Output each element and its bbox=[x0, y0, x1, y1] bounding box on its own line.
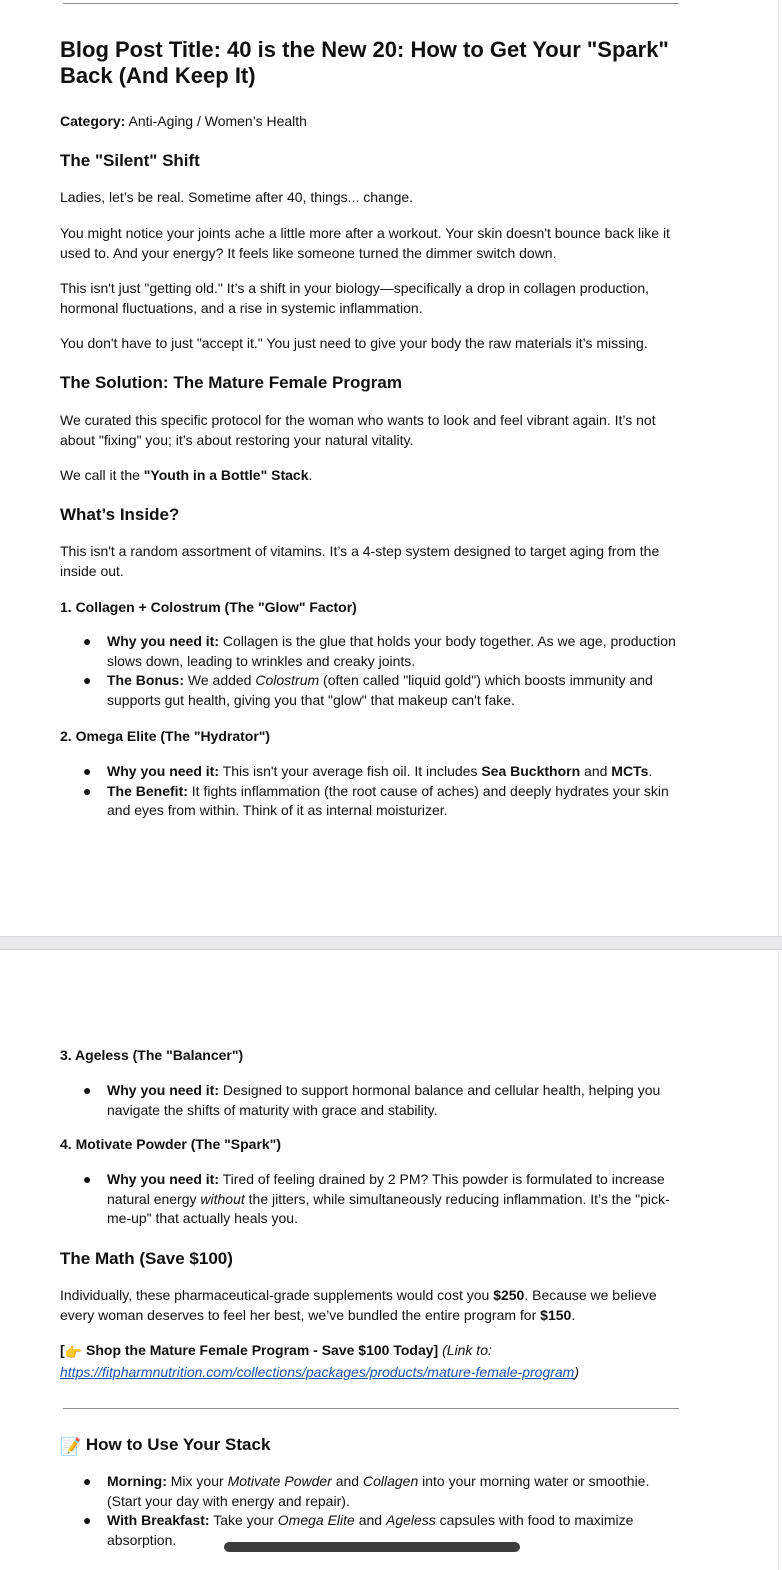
text-run: Designed to support hormonal balance and cellular health, helping you navigate the shifts of maturity with grace and stability. bbox=[107, 1082, 661, 1118]
paragraph: You might notice your joints ache a little more after a workout. Your skin doesn't bounce back like it used to. And your energy? It feels like someone turned the dimmer switch down. bbox=[60, 225, 670, 261]
heading-item-3: 3. Ageless (The "Balancer") bbox=[60, 1047, 244, 1063]
bullet-label: The Bonus: bbox=[107, 672, 184, 688]
text-run: Individually, these pharmaceutical-grade supplements would cost you bbox=[60, 1287, 494, 1303]
bullet-icon: ● bbox=[83, 1171, 92, 1187]
ingredient-name: Sea Buckthorn bbox=[481, 763, 581, 779]
section-rule bbox=[63, 1408, 679, 1409]
list-item bbox=[80, 1170, 685, 1229]
stack-name-line bbox=[60, 466, 688, 486]
bullet-label: Why you need it: bbox=[107, 633, 219, 649]
list-item bbox=[80, 782, 685, 821]
text-run: ) bbox=[574, 1363, 580, 1380]
emphasis: Ageless bbox=[385, 1512, 436, 1528]
text-run: and bbox=[354, 1512, 386, 1528]
page-break bbox=[0, 936, 782, 950]
text-run: We call it the bbox=[60, 467, 144, 483]
text-run: Take your bbox=[209, 1512, 278, 1528]
memo-icon: 📝 bbox=[60, 1437, 82, 1456]
paragraph: Ladies, let’s be real. Sometime after 40, things... change. bbox=[60, 189, 414, 205]
top-rule bbox=[63, 3, 679, 4]
item-1-bullets bbox=[80, 632, 685, 710]
bullet-icon: ● bbox=[83, 672, 92, 688]
text-run: into your morning water or smoothie. (Start your day with energy and repair). bbox=[107, 1473, 650, 1509]
heading-item-4: 4. Motivate Powder (The "Spark") bbox=[60, 1136, 281, 1152]
text-run: and bbox=[331, 1473, 363, 1489]
shop-link[interactable]: https://fitpharmnutrition.com/collections/packages/products/mature-female-program bbox=[60, 1363, 575, 1380]
bullet-icon: ● bbox=[83, 1512, 92, 1528]
heading-math: The Math (Save $100) bbox=[60, 1249, 233, 1268]
list-item bbox=[80, 1081, 685, 1120]
shop-label: Shop the Mature Female Program - Save $100 Today] bbox=[82, 1342, 439, 1358]
paragraph: This isn't just "getting old." It’s a shift in your biology—specifically a drop in collagen production, hormonal fluctuations, and a rise in systemic inflammation. bbox=[60, 280, 649, 316]
document-page-2 bbox=[0, 950, 779, 1570]
text-run: . bbox=[648, 763, 653, 779]
text-run: Collagen is the glue that holds your body together. As we age, production slows down, leading to wrinkles and creaky joints. bbox=[107, 633, 676, 669]
text-run: and bbox=[580, 763, 612, 779]
bullet-label: Why you need it: bbox=[107, 1082, 219, 1098]
how-to-bullets bbox=[80, 1472, 685, 1550]
bullet-label: With Breakfast: bbox=[107, 1512, 210, 1528]
bullet-icon: ● bbox=[83, 763, 92, 779]
emphasis: Colostrum bbox=[255, 672, 320, 688]
list-item bbox=[80, 1472, 685, 1511]
item-4-bullets bbox=[80, 1170, 685, 1229]
emphasis: without bbox=[200, 1190, 245, 1207]
heading-solution: The Solution: The Mature Female Program bbox=[60, 373, 402, 392]
pointing-hand-icon: 👉 bbox=[64, 1344, 83, 1360]
emphasis: Motivate Powder bbox=[227, 1473, 332, 1489]
text-run: (Link to: bbox=[438, 1342, 492, 1358]
heading-how-to bbox=[60, 1435, 688, 1457]
bullet-icon: ● bbox=[83, 1082, 92, 1098]
list-item bbox=[80, 762, 685, 782]
item-3-bullets bbox=[80, 1081, 685, 1120]
list-item bbox=[80, 671, 685, 710]
shop-cta bbox=[60, 1341, 688, 1382]
horizontal-scrollbar[interactable] bbox=[224, 1542, 520, 1552]
item-2-bullets bbox=[80, 762, 685, 821]
text-run: capsules with food to maximize absorption. bbox=[107, 1512, 634, 1548]
category-label: Category: bbox=[60, 113, 126, 129]
bracket: [ bbox=[60, 1342, 65, 1358]
ingredient-name: MCTs bbox=[611, 763, 649, 779]
emphasis: Omega Elite bbox=[277, 1512, 355, 1528]
individual-price: $250 bbox=[493, 1287, 525, 1303]
text-run: Mix your bbox=[166, 1473, 228, 1489]
bullet-icon: ● bbox=[83, 782, 92, 799]
text-run: . Because we believe every woman deserves to feel her best, we’ve bundled the entire program for bbox=[60, 1287, 657, 1323]
pricing-paragraph bbox=[60, 1286, 688, 1325]
paragraph: We curated this specific protocol for the woman who wants to look and feel vibrant again. It’s not about "fixing" you; it’s about restoring your natural vitality. bbox=[60, 412, 656, 448]
bullet-icon: ● bbox=[83, 1473, 92, 1489]
bullet-label: Why you need it: bbox=[107, 1171, 219, 1187]
bullet-label: Morning: bbox=[107, 1473, 167, 1489]
blog-post-title: Blog Post Title: 40 is the New 20: How to Get Your "Spark" Back (And Keep It) bbox=[60, 37, 669, 88]
text-run: the jitters, while simultaneously reducing inflammation. It’s the "pick-me-up" that actually heals you. bbox=[107, 1190, 670, 1226]
heading-item-1: 1. Collagen + Colostrum (The "Glow" Factor) bbox=[60, 599, 357, 615]
emphasis: Collagen bbox=[362, 1473, 419, 1489]
category-line bbox=[60, 112, 688, 132]
text-run: We added bbox=[184, 672, 256, 688]
text-run: Tired of feeling drained by 2 PM? This powder is formulated to increase natural energy bbox=[107, 1171, 665, 1207]
text-run: (often called "liquid gold") which boosts immunity and supports gut health, giving you that "glow" that makeup can't fake. bbox=[107, 672, 653, 708]
heading-item-2: 2. Omega Elite (The "Hydrator") bbox=[60, 728, 271, 744]
category-value: Anti-Aging / Women’s Health bbox=[125, 113, 307, 129]
text-run: . bbox=[571, 1306, 576, 1323]
text-run: This isn't your average fish oil. It includes bbox=[219, 763, 482, 779]
bullet-icon: ● bbox=[83, 633, 92, 649]
heading-whats-inside: What’s Inside? bbox=[60, 505, 180, 524]
stack-name: "Youth in a Bottle" Stack bbox=[143, 467, 309, 483]
paragraph: This isn't a random assortment of vitamins. It’s a 4-step system designed to target aging from the inside out. bbox=[60, 543, 660, 579]
heading-silent-shift: The "Silent" Shift bbox=[60, 151, 200, 170]
heading-text: How to Use Your Stack bbox=[81, 1435, 271, 1454]
paragraph: You don't have to just "accept it." You just need to give your body the raw materials it’s missing. bbox=[60, 335, 648, 351]
bundle-price: $150 bbox=[540, 1306, 572, 1323]
bullet-label: Why you need it: bbox=[107, 763, 219, 779]
bullet-label: The Benefit: bbox=[107, 782, 188, 799]
text-run: . bbox=[308, 467, 313, 483]
text-run: It fights inflammation (the root cause of aches) and deeply hydrates your skin and eyes from within. Think of it as internal moisturizer. bbox=[107, 782, 669, 818]
list-item bbox=[80, 632, 685, 671]
